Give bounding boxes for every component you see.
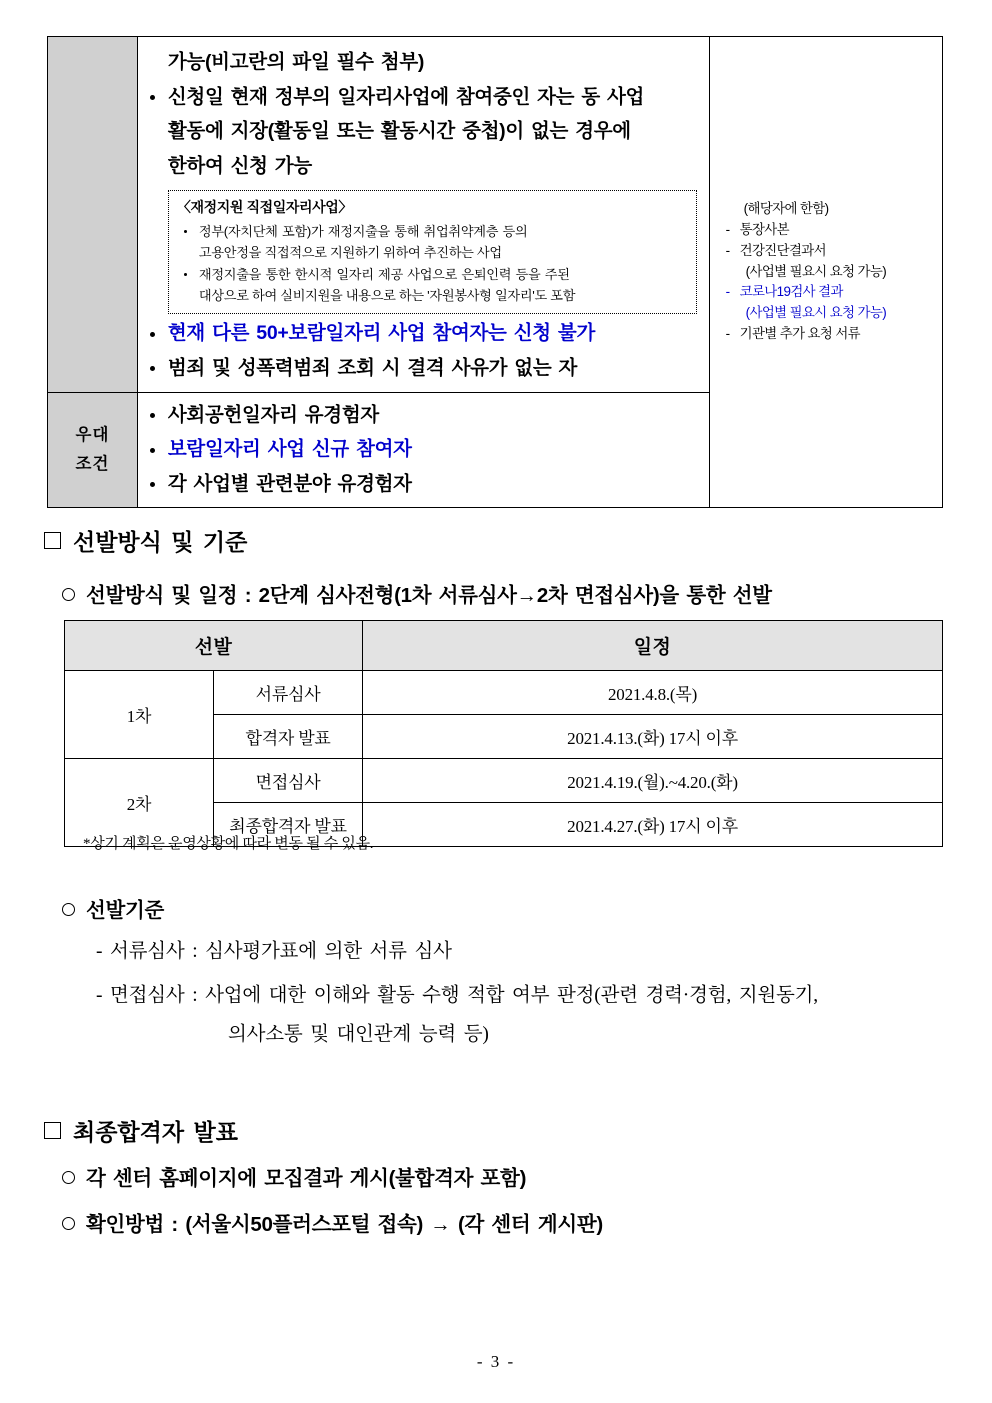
list-item xyxy=(142,351,699,386)
page-number: - 3 - xyxy=(476,1352,516,1371)
dash-marker: - xyxy=(725,242,730,258)
schedule-note: *상기 계획은 운영상황에 따라 변동 될 수 있음. xyxy=(83,836,374,852)
dash-marker: - xyxy=(725,325,730,341)
document-item xyxy=(726,282,936,303)
bullet-after-2: 범죄 및 성폭력범죄 조회 시 결격 사유가 없는 자 xyxy=(167,357,578,380)
circle-bullet-icon xyxy=(62,1217,75,1230)
qualification-bullet-list-after xyxy=(142,316,699,385)
note-item-2-line-1: 재정지출을 통한 한시적 일자리 제공 사업으로 은퇴인력 등을 주된 xyxy=(198,266,570,282)
document-item xyxy=(726,220,936,241)
announcement-item-2 xyxy=(62,1207,603,1237)
document-item-text: 통장사본 xyxy=(739,222,789,237)
criteria-heading xyxy=(62,893,164,923)
preference-item-2: 보람일자리 사업 신규 참여자 xyxy=(167,438,412,461)
dash-marker: - xyxy=(725,222,730,237)
list-item xyxy=(142,80,699,115)
preference-label-line-1: 우대 xyxy=(75,425,110,444)
section-heading-announcement xyxy=(44,1114,238,1147)
documents-heading: (해당자에 한함) xyxy=(743,201,829,217)
note-item-1-line-2: 고용안정을 직접적으로 지원하기 위하여 추진하는 사업 xyxy=(198,245,502,261)
date-cell: 2021.4.13.(화) 17시 이후 xyxy=(363,715,943,759)
date-cell: 2021.4.27.(화) 17시 이후 xyxy=(363,803,943,847)
qualification-content-cell xyxy=(137,37,709,393)
list-item xyxy=(142,316,699,351)
bullet-line-2: 활동에 지장(활동일 또는 활동시간 중첩)이 없는 경우에 xyxy=(167,120,631,143)
circle-bullet-icon xyxy=(62,1171,75,1184)
note-box-title: 〈재정지원 직접일자리사업〉 xyxy=(176,198,352,215)
document-item-text: 건강진단결과서 xyxy=(739,242,826,258)
circle-bullet-icon xyxy=(62,588,75,601)
preference-item-3: 각 사업별 관련분야 유경험자 xyxy=(167,473,412,496)
preference-bullet-list xyxy=(142,398,699,502)
list-item xyxy=(142,467,699,502)
list-item-continuation xyxy=(142,114,699,149)
table-row xyxy=(65,671,943,715)
section-heading-selection xyxy=(44,524,247,557)
criteria-item-2-line-2: 의사소통 및 대인관계 능력 등) xyxy=(228,1024,489,1045)
announcement-item-2-text: 확인방법 : (서울시50플러스포털 접속) → (각 센터 게시판) xyxy=(86,1213,603,1236)
bullet-line-1: 신청일 현재 정부의 일자리사업에 참여중인 자는 동 사업 xyxy=(167,85,645,108)
date-cell: 2021.4.19.(월).~4.20.(화) xyxy=(363,759,943,803)
note-box-list-2 xyxy=(177,264,688,285)
preference-label-line-2: 조건 xyxy=(75,454,110,473)
step-cell: 서류심사 xyxy=(214,671,363,715)
announcement-item-1-text: 각 센터 홈페이지에 모집결과 게시(불합격자 포함) xyxy=(86,1167,527,1190)
date-cell: 2021.4.8.(목) xyxy=(363,671,943,715)
document-item xyxy=(726,241,936,262)
qualification-bullet-list xyxy=(142,80,699,184)
column-header-selection: 선발 xyxy=(65,621,363,671)
list-item-continuation xyxy=(142,149,699,184)
note-box xyxy=(168,190,697,315)
list-item xyxy=(142,398,699,433)
document-item-sub: (사업별 필요시 요청 가능) xyxy=(745,263,887,279)
table-header-row xyxy=(65,621,943,671)
qualification-row-label xyxy=(48,37,138,393)
square-bullet-icon xyxy=(44,532,61,549)
preference-row-label xyxy=(48,392,138,507)
qualification-row xyxy=(48,37,943,393)
schedule-table xyxy=(64,620,943,847)
criteria-item-2-line-1: - 면접심사 : 사업에 대한 이해와 활동 수행 적합 여부 판정(관련 경력·경험, 지원동기, xyxy=(96,985,818,1006)
eligibility-table xyxy=(47,36,943,508)
list-item xyxy=(177,221,688,242)
note-item-2-line-2: 대상으로 하여 실비지원을 내용으로 하는 '자원봉사형 일자리'도 포함 xyxy=(198,287,576,303)
document-item-text: 기관별 추가 요청 서류 xyxy=(739,325,861,341)
dash-marker: - xyxy=(725,284,730,300)
required-documents-cell xyxy=(709,37,942,508)
stage-cell-2: 2차 xyxy=(65,759,214,847)
table-row xyxy=(65,759,943,803)
step-cell: 면접심사 xyxy=(214,759,363,803)
document-item-text: 코로나19검사 결과 xyxy=(739,284,843,300)
column-header-schedule: 일정 xyxy=(363,621,943,671)
list-item xyxy=(177,264,688,285)
circle-bullet-icon xyxy=(62,903,75,916)
section-heading-announcement-text: 최종합격자 발표 xyxy=(73,1119,238,1145)
section-heading-selection-text: 선발방식 및 기준 xyxy=(73,529,248,555)
document-item-sub: (사업별 필요시 요청 가능) xyxy=(745,305,887,321)
criteria-item-1: - 서류심사 : 심사평가표에 의한 서류 심사 xyxy=(96,941,452,962)
document-item xyxy=(726,324,936,345)
list-item xyxy=(142,432,699,467)
preference-content-cell xyxy=(137,392,709,507)
bullet-after-1: 현재 다른 50+보람일자리 사업 참여자는 신청 불가 xyxy=(167,322,595,345)
note-box-list xyxy=(177,221,688,242)
step-cell: 최종합격자 발표 xyxy=(214,803,363,847)
square-bullet-icon xyxy=(44,1122,61,1139)
selection-method-text: 선발방식 및 일정 : 2단계 심사전형(1차 서류심사→2차 면접심사)을 통한 선발 xyxy=(86,584,772,607)
qualification-continuation-line: 가능(비고란의 파일 필수 첨부) xyxy=(167,51,425,73)
note-item-1-line-1: 정부(자치단체 포함)가 재정지출을 통해 취업취약계층 등의 xyxy=(198,223,528,239)
bullet-line-3: 한하여 신청 가능 xyxy=(167,155,312,178)
selection-method-line xyxy=(62,578,772,608)
stage-cell-1: 1차 xyxy=(65,671,214,759)
preference-item-1: 사회공헌일자리 유경험자 xyxy=(167,403,379,426)
criteria-heading-text: 선발기준 xyxy=(86,899,165,922)
announcement-item-1 xyxy=(62,1161,526,1191)
step-cell: 합격자 발표 xyxy=(214,715,363,759)
